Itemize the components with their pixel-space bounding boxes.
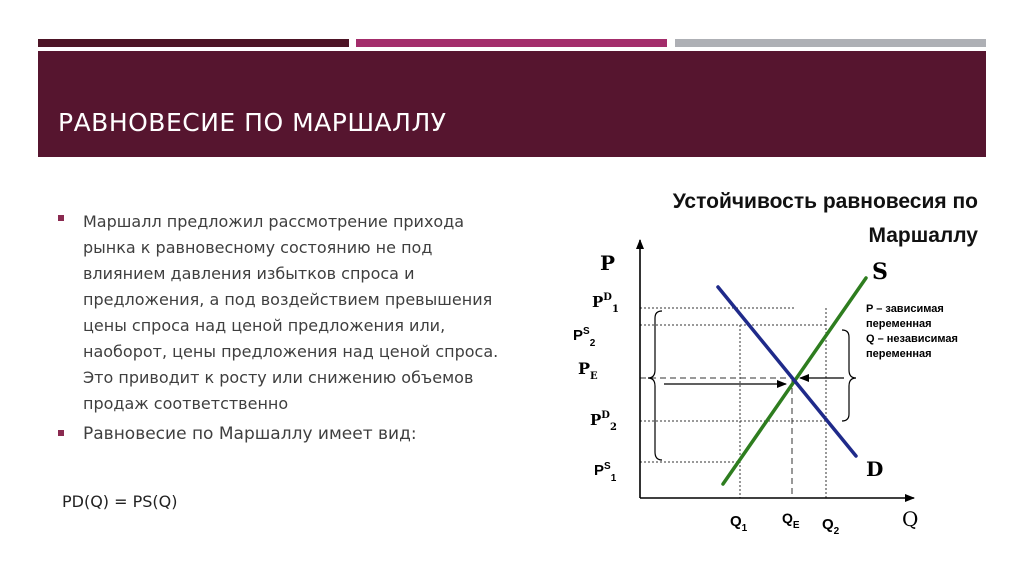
title-bar <box>38 51 986 157</box>
note-line-1: P – зависимая <box>866 303 944 315</box>
right-brace <box>842 330 856 421</box>
label-qe: $Q_E$ <box>782 510 800 531</box>
accent-stripe-dark <box>38 39 349 47</box>
label-pd1: $P^D_1$ <box>592 292 619 315</box>
diagram-title-line1: Устойчивость равновесия по <box>672 190 978 213</box>
demand-curve <box>718 287 856 456</box>
note-line-2: переменная <box>866 318 932 330</box>
label-q1: $Q_1$ <box>730 513 748 534</box>
label-pe: $P_E$ <box>578 359 598 382</box>
slide-title: РАВНОВЕСИЕ ПО МАРШАЛЛУ <box>58 108 447 137</box>
label-pd2: $P^D_2$ <box>590 410 617 433</box>
label-ps2: $P^S_2$ <box>573 326 596 349</box>
axis-q-label: Q <box>902 507 919 531</box>
label-q2: $Q_2$ <box>822 516 840 537</box>
axis-p-label: P <box>600 251 616 275</box>
bullet-item <box>58 421 518 447</box>
note-line-3: Q – независимая <box>866 333 958 345</box>
bullet-item <box>58 209 518 417</box>
supply-label: S <box>872 259 888 285</box>
bullet-marker <box>58 430 64 436</box>
left-brace <box>648 311 662 460</box>
note-line-4: переменная <box>866 348 932 360</box>
demand-label: D <box>866 457 884 481</box>
accent-stripe-gray <box>675 39 986 47</box>
bullet-text-2: Равновесие по Маршаллу имеет вид: <box>83 424 417 444</box>
diagram-title-line2: Маршаллу <box>868 224 978 247</box>
label-ps1: $P^S_1$ <box>594 461 617 484</box>
marshall-diagram <box>550 180 1010 560</box>
accent-stripe-magenta <box>356 39 667 47</box>
bullet-text-1: Маршалл предложил рассмотрение прихода рынка к равновесному состоянию не под влиянием давления избытков спроса и предложения, а под воздействием превышения цены спроса над ценой предложения или, наоборот, цены предложения над ценой спроса. Это приводит к росту или снижению объемов продаж соответственно <box>83 212 499 413</box>
bullet-list <box>58 209 518 447</box>
variable-note <box>866 303 958 360</box>
bullet-marker <box>58 215 64 221</box>
equilibrium-formula: PD(Q) = PS(Q) <box>62 492 178 511</box>
dashed-lines <box>640 378 792 498</box>
